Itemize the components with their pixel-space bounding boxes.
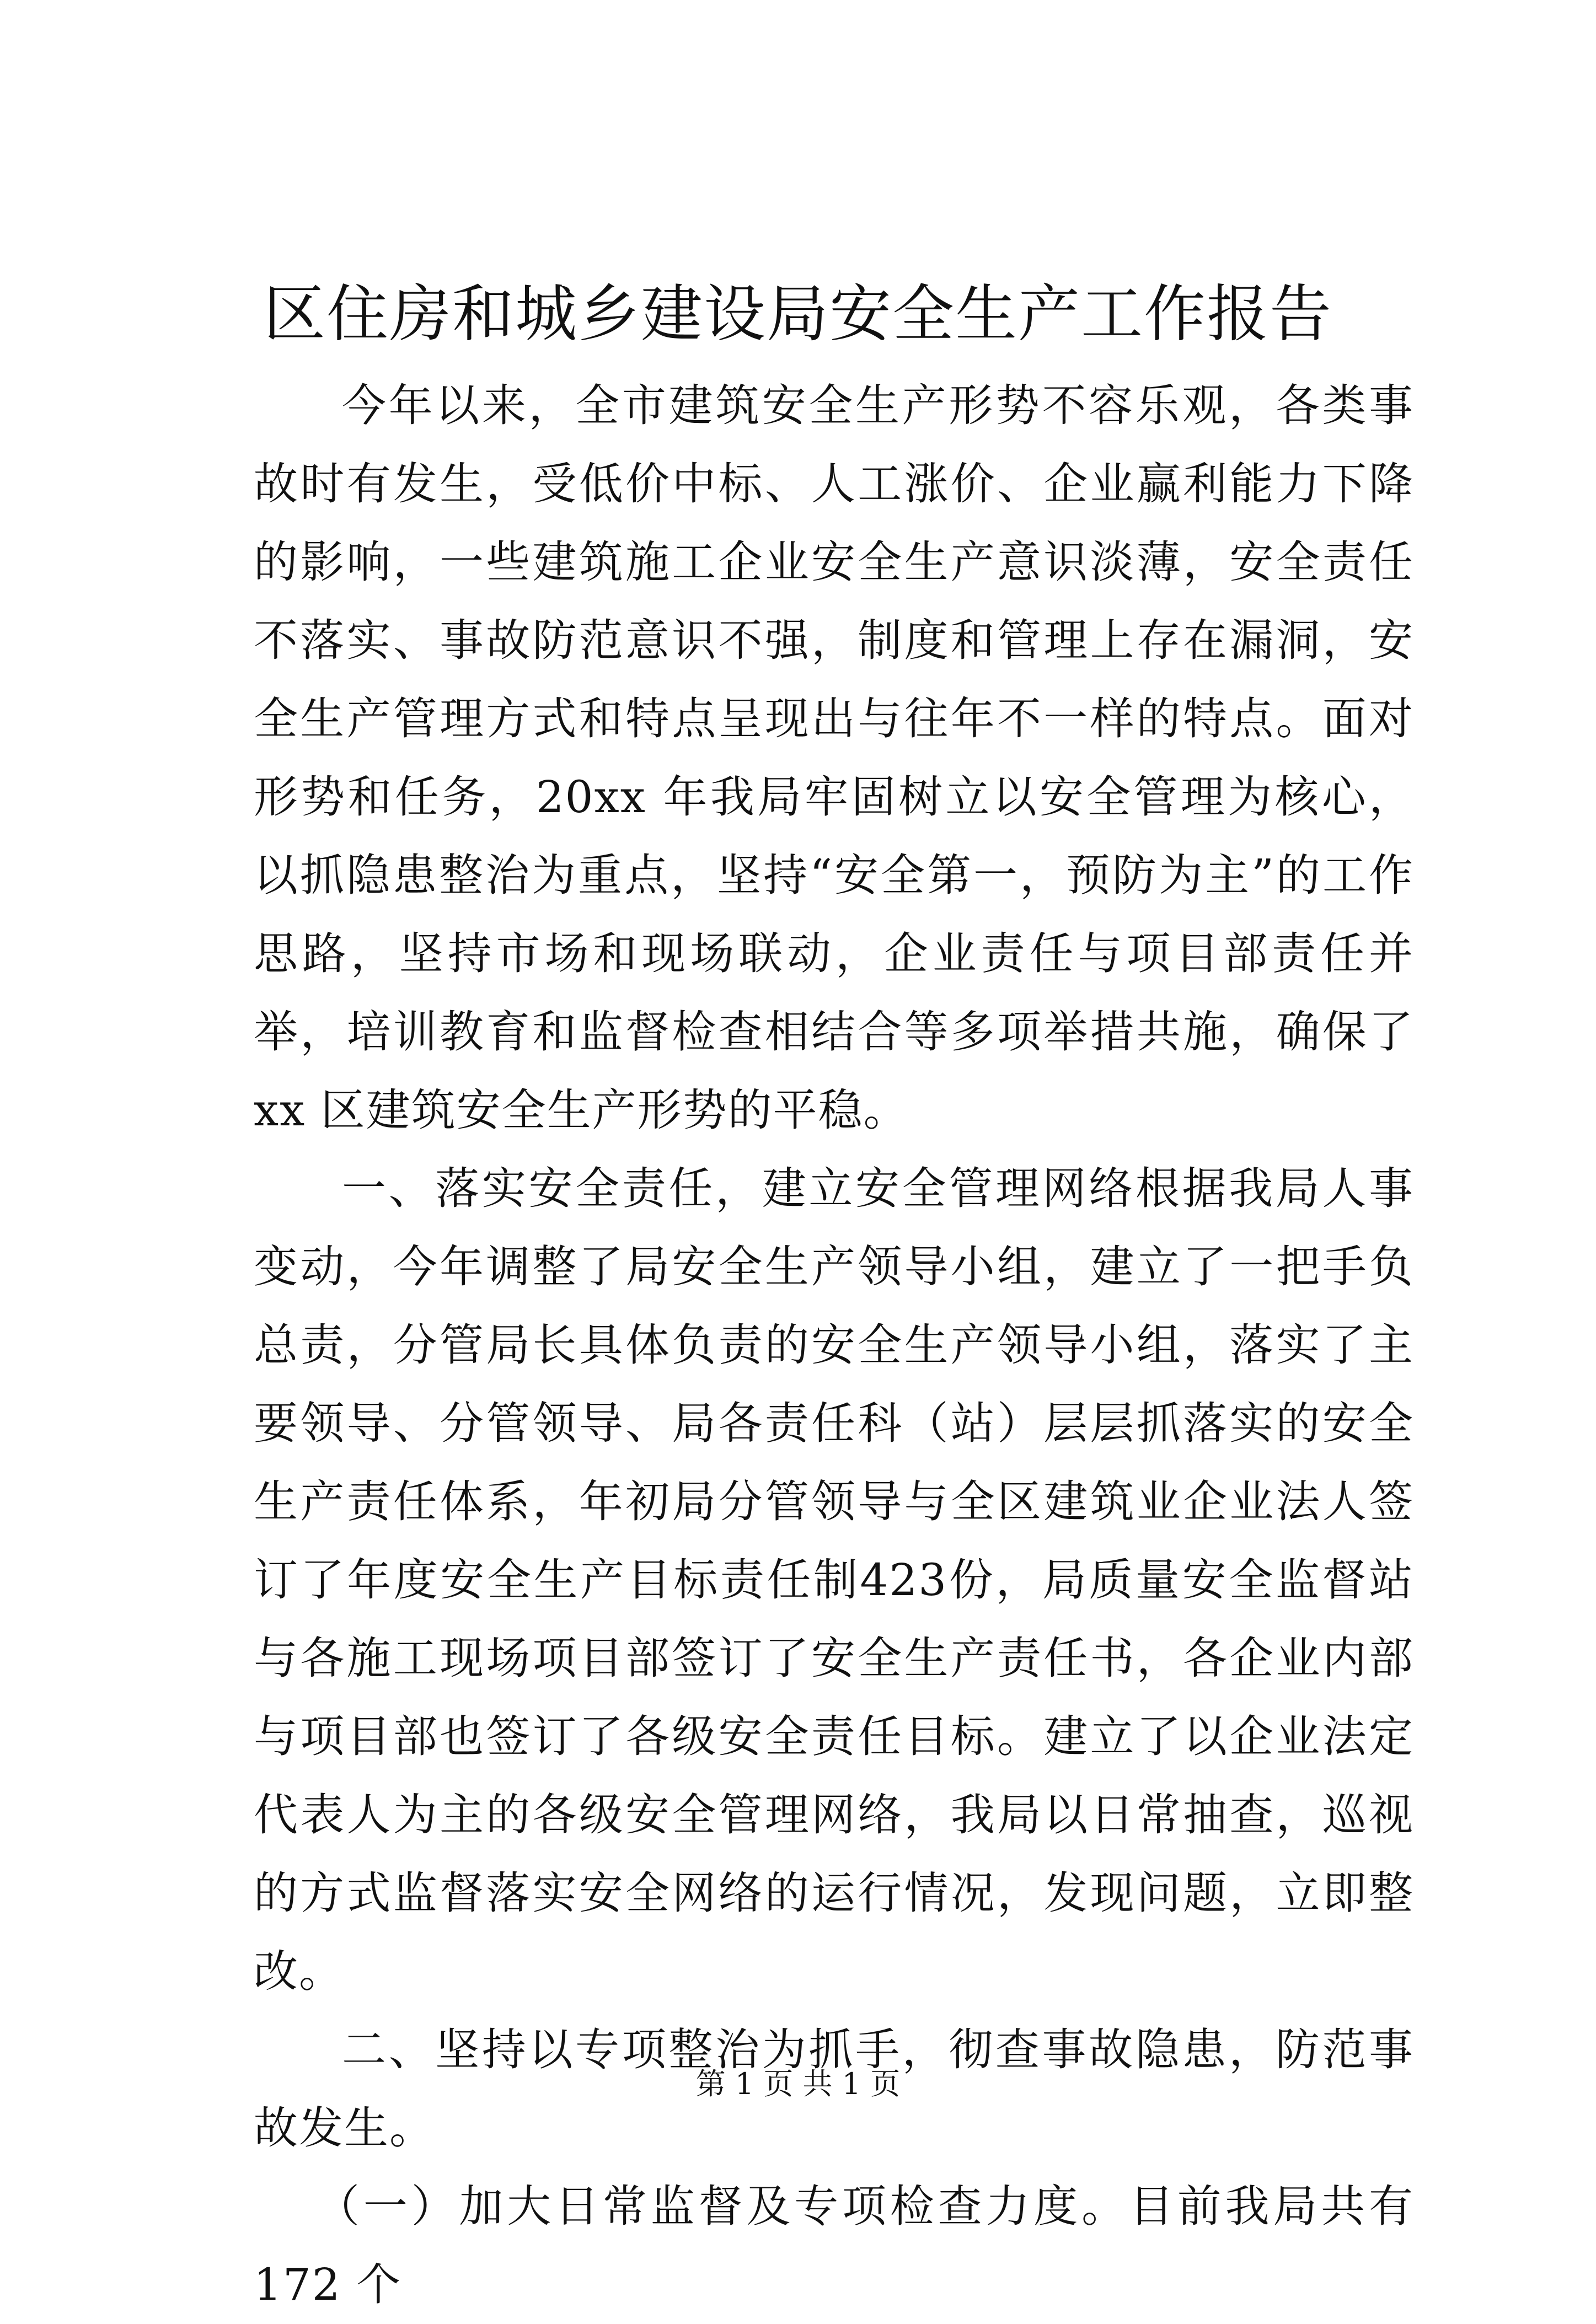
paragraph-section-2: 二、坚持以专项整治为抓手，彻查事故隐患，防范事故发生。 (254, 2024, 1414, 2154)
paragraph-intro: 今年以来，全市建筑安全生产形势不容乐观，各类事故时有发生，受低价中标、人工涨价、企业赢利能力下降的影响，一些建筑施工企业安全生产意识淡薄，安全责任不落实、事故防范意识不强，制度和管理上存在漏洞，安全生产管理方式和特点呈现出与往年不一样的特点。面对形势和任务，20xx 年我局牢固树立以安全管理为核心，以抓隐患整治为重点，坚持“安全第一，预防为主”的工作思路，坚持市场和现场联动，企业责任与项目部责任并举，培训教育和监督检查相结合等多项举措共施，确保了 xx 区建筑安全生产形势的平稳。 (254, 380, 1414, 1136)
page-footer: 第 1 页 共 1 页 (695, 2067, 901, 2101)
paragraph-section-1: 一、落实安全责任，建立安全管理网络根据我局人事变动，今年调整了局安全生产领导小组，建立了一把手负总责，分管局长具体负责的安全生产领导小组，落实了主要领导、分管领导、局各责任科（站）层层抓落实的安全生产责任体系，年初局分管领导与全区建筑业企业法人签订了年度安全生产目标责任制423份，局质量安全监督站与各施工现场项目部签订了安全生产责任书，各企业内部与项目部也签订了各级安全责任目标。建立了以企业法定代表人为主的各级安全管理网络，我局以日常抽查，巡视的方式监督落实安全网络的运行情况，发现问题，立即整改。 (254, 1163, 1414, 1997)
document-body (254, 367, 1414, 2324)
document-title: 区住房和城乡建设局安全生产工作报告 (264, 278, 1332, 350)
paragraph-subsection-1: （一）加大日常监督及专项检查力度。目前我局共有 172 个 (254, 2181, 1414, 2310)
